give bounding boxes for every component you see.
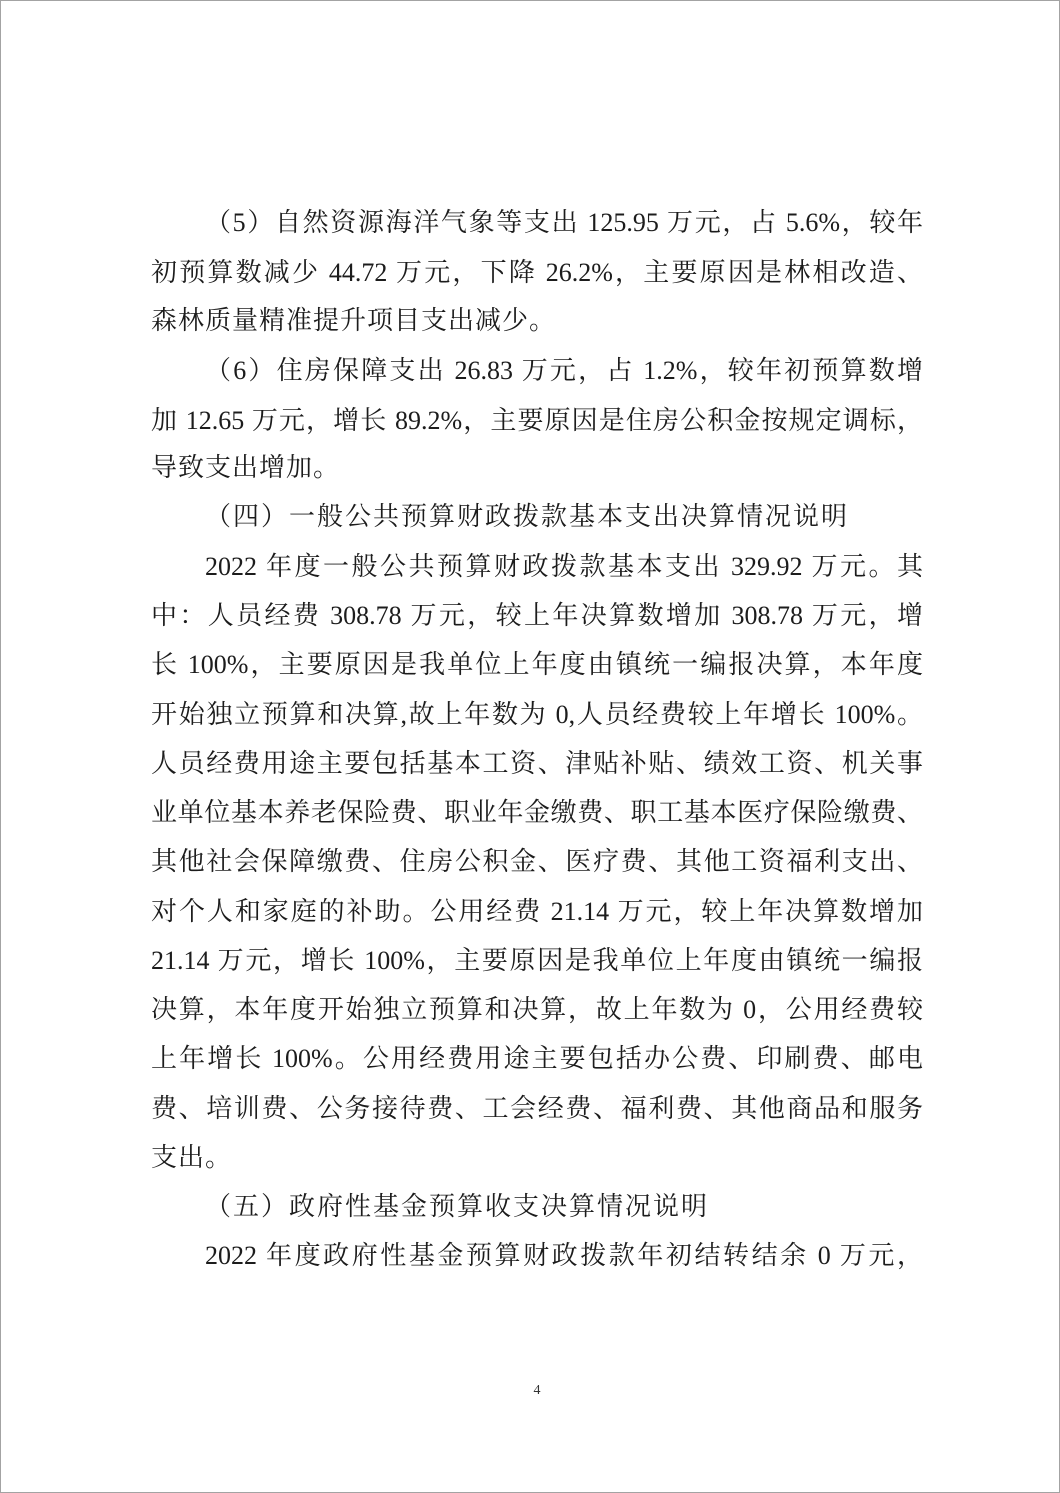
paragraph-line: 对个人和家庭的补助。公用经费 21.14 万元，较上年决算数增加	[151, 897, 923, 926]
paragraph-line: 开始独立预算和决算,故上年数为 0,人员经费较上年增长 100%。	[151, 700, 923, 729]
paragraph-line: 费、培训费、公务接待费、工会经费、福利费、其他商品和服务	[151, 1094, 923, 1123]
paragraph-line: 导致支出增加。	[151, 453, 341, 482]
section-heading-line: （五）政府性基金预算收支决算情况说明	[205, 1192, 710, 1221]
paragraph-line: （6）住房保障支出 26.83 万元，占 1.2%，较年初预算数增	[205, 356, 923, 385]
paragraph-line: 初预算数减少 44.72 万元，下降 26.2%，主要原因是林相改造、	[151, 258, 923, 287]
paragraph-line: （5）自然资源海洋气象等支出 125.95 万元，占 5.6%，较年	[205, 208, 923, 237]
paragraph-line: 21.14 万元，增长 100%，主要原因是我单位上年度由镇统一编报	[151, 946, 923, 975]
paragraph-line: 中：人员经费 308.78 万元，较上年决算数增加 308.78 万元，增	[151, 601, 923, 630]
page-number: 4	[533, 1383, 541, 1398]
paragraph-line: 支出。	[151, 1143, 233, 1172]
section-heading-line: （四）一般公共预算财政拨款基本支出决算情况说明	[205, 502, 850, 531]
paragraph-line: 加 12.65 万元，增长 89.2%，主要原因是住房公积金按规定调标，	[151, 406, 923, 435]
paragraph-line: 业单位基本养老保险费、职业年金缴费、职工基本医疗保险缴费、	[151, 798, 923, 827]
paragraph-line: 上年增长 100%。公用经费用途主要包括办公费、印刷费、邮电	[151, 1044, 923, 1073]
paragraph-line: 其他社会保障缴费、住房公积金、医疗费、其他工资福利支出、	[151, 847, 923, 876]
paragraph-line: 人员经费用途主要包括基本工资、津贴补贴、绩效工资、机关事	[151, 749, 923, 778]
paragraph-line: 决算，本年度开始独立预算和决算，故上年数为 0，公用经费较	[151, 995, 923, 1024]
paragraph-line: 2022 年度政府性基金预算财政拨款年初结转结余 0 万元，	[205, 1241, 923, 1270]
paragraph-line: 2022 年度一般公共预算财政拨款基本支出 329.92 万元。其	[205, 552, 923, 581]
paragraph-line: 森林质量精准提升项目支出减少。	[151, 306, 557, 335]
paragraph-line: 长 100%，主要原因是我单位上年度由镇统一编报决算，本年度	[151, 650, 923, 679]
